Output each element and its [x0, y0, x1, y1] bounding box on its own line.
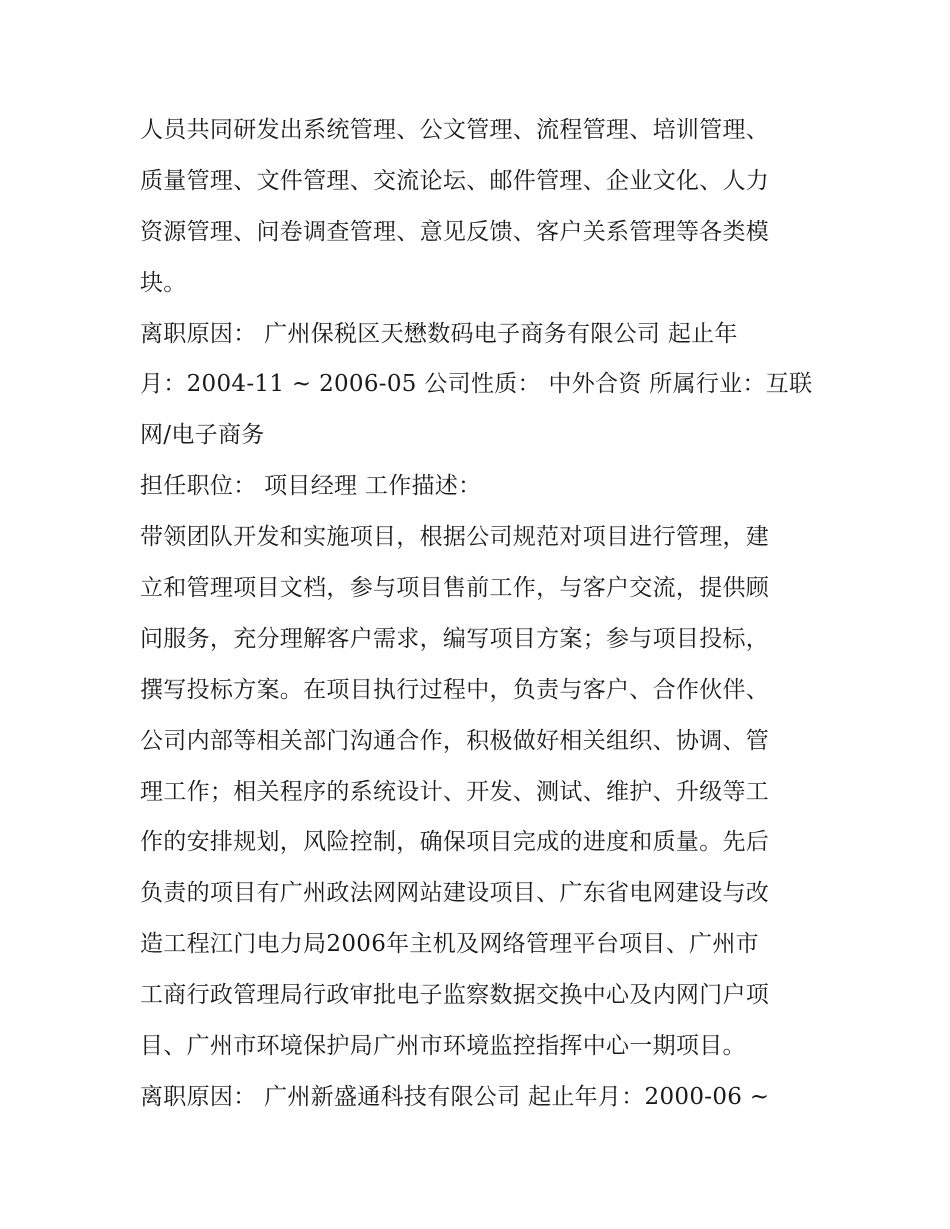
text-line: 资源管理、问卷调查管理、意见反馈、客户关系管理等各类模 [140, 219, 770, 245]
text-line: 离职原因： 广州保税区天懋数码电子商务有限公司 起止年 [140, 321, 738, 347]
text-line: 担任职位： 项目经理 工作描述： [140, 473, 482, 499]
text-line: 理工作；相关程序的系统设计、开发、测试、维护、升级等工 [140, 779, 770, 805]
text-line: 负责的项目有广州政法网网站建设项目、广东省电网建设与改 [140, 880, 770, 906]
text-line: 目、广州市环境保护局广州市环境监控指挥中心一期项目。 [140, 1033, 746, 1059]
text-line: 撰写投标方案。在项目执行过程中，负责与客户、合作伙伴、 [140, 677, 770, 703]
text-line: 造工程江门电力局2006年主机及网络管理平台项目、广州市 [140, 931, 759, 957]
text-line: 质量管理、文件管理、交流论坛、邮件管理、企业文化、人力 [140, 168, 770, 194]
text-line: 工商行政管理局行政审批电子监察数据交换中心及内网门户项 [140, 982, 770, 1008]
text-line: 问服务，充分理解客户需求，编写项目方案；参与项目投标， [140, 626, 770, 652]
text-line: 公司内部等相关部门沟通合作，积极做好相关组织、协调、管 [140, 728, 770, 754]
text-line: 立和管理项目文档，参与项目售前工作，与客户交流，提供顾 [140, 575, 770, 601]
text-line: 作的安排规划，风险控制，确保项目完成的进度和质量。先后 [140, 829, 770, 855]
text-line: 网/电子商务 [140, 422, 265, 448]
text-line: 块。 [140, 270, 187, 296]
text-line: 离职原因： 广州新盛通科技有限公司 起止年月：2000-06 ~ [140, 1084, 770, 1110]
text-line: 月：2004-11 ~ 2006-05 公司性质： 中外合资 所属行业：互联 [140, 371, 813, 397]
text-line: 带领团队开发和实施项目，根据公司规范对项目进行管理，建 [140, 524, 770, 550]
text-line: 人员共同研发出系统管理、公文管理、流程管理、培训管理、 [140, 117, 770, 143]
